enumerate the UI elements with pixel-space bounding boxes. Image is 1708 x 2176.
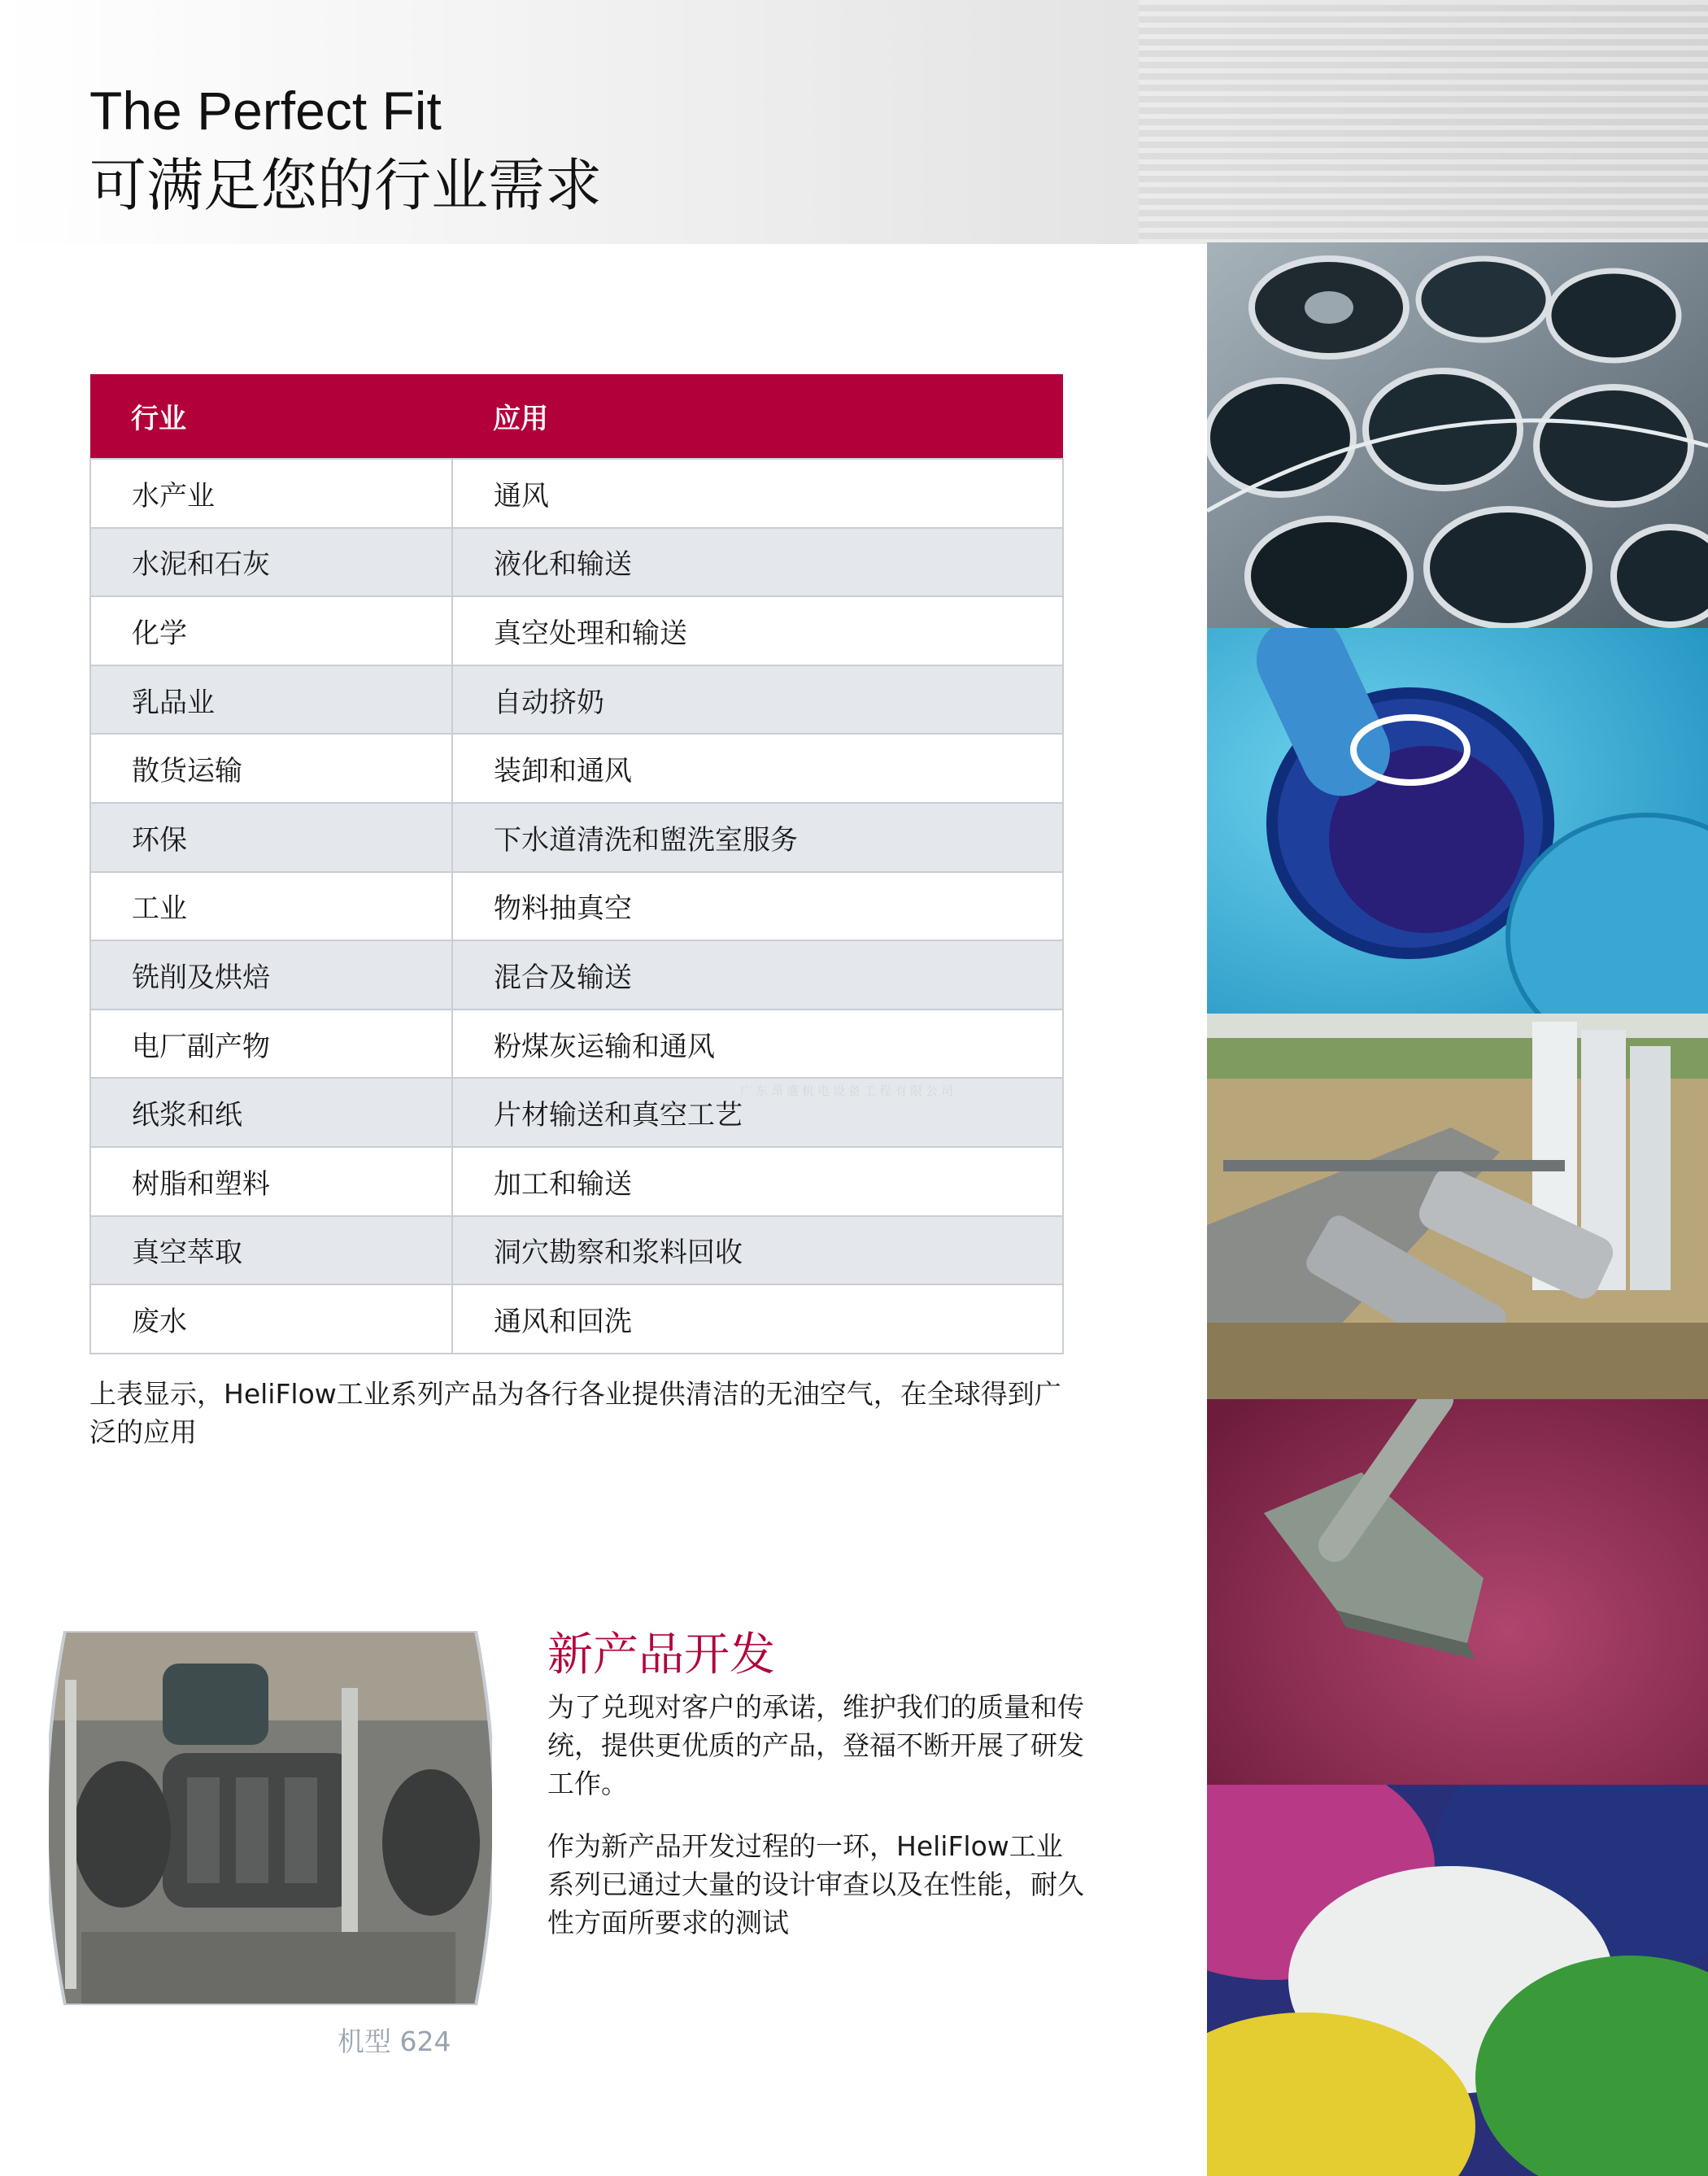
table-row xyxy=(90,803,1063,872)
machine-caption: 机型 624 xyxy=(338,2026,451,2057)
industry-cell: 水泥和石灰 xyxy=(90,528,452,597)
table-row xyxy=(90,528,1063,597)
industry-cell: 乳品业 xyxy=(90,665,452,735)
table-row xyxy=(90,872,1063,941)
industry-cell: 真空萃取 xyxy=(90,1216,452,1285)
industry-application-table xyxy=(89,374,1064,1354)
aeration-pool-photo xyxy=(1207,628,1708,1014)
application-cell: 通风 xyxy=(452,459,1063,528)
table-header-industry: 行业 xyxy=(131,403,186,435)
table-row xyxy=(90,1147,1063,1216)
application-cell: 自动挤奶 xyxy=(452,665,1063,735)
application-cell: 粉煤灰运输和通风 xyxy=(452,1010,1063,1079)
table-row xyxy=(90,1216,1063,1285)
page-title-cn: 可满足您的行业需求 xyxy=(89,152,602,219)
industry-cell: 水产业 xyxy=(90,459,452,528)
industry-cell: 散货运输 xyxy=(90,734,452,803)
industry-cell: 纸浆和纸 xyxy=(90,1078,452,1147)
new-product-paragraph-1: 为了兑现对客户的承诺，维护我们的质量和传统，提供更优质的产品，登福不断开展了研发工作。 xyxy=(547,1691,1084,1799)
industry-cell: 树脂和塑料 xyxy=(90,1147,452,1216)
application-cell: 通风和回洗 xyxy=(452,1284,1063,1354)
application-cell: 液化和输送 xyxy=(452,528,1063,597)
plastic-pellets-photo xyxy=(1207,1785,1708,2176)
table-row xyxy=(90,459,1063,528)
table-note: 上表显示，HeliFlow工业系列产品为各行各业提供清洁的无油空气，在全球得到广泛的应用 xyxy=(89,1378,1061,1448)
industry-cell: 铣削及烘焙 xyxy=(90,940,452,1010)
carpet-cleaning-photo xyxy=(1207,1399,1708,1785)
page-title-en: The Perfect Fit xyxy=(89,81,442,141)
application-cell: 洞穴勘察和浆料回收 xyxy=(452,1216,1063,1285)
table-row xyxy=(90,596,1063,665)
table-header-application: 应用 xyxy=(493,403,548,435)
application-cell: 下水道清洗和盥洗室服务 xyxy=(452,803,1063,872)
water-treatment-photo xyxy=(1207,242,1708,628)
industrial-plant-photo xyxy=(1207,1014,1708,1399)
industry-cell: 化学 xyxy=(90,596,452,665)
application-cell: 混合及输送 xyxy=(452,940,1063,1010)
new-product-paragraph-2: 作为新产品开发过程的一环，HeliFlow工业系列已通过大量的设计审查以及在性能，耐久性方面所要求的测试 xyxy=(547,1830,1084,1938)
application-cell: 物料抽真空 xyxy=(452,872,1063,941)
watermark: 广东昂盛机电设备工程有限公司 xyxy=(740,1084,957,1098)
application-cell: 装卸和通风 xyxy=(452,734,1063,803)
application-cell: 片材输送和真空工艺 xyxy=(452,1078,1063,1147)
table-row xyxy=(90,665,1063,735)
table-row xyxy=(90,940,1063,1010)
table-header-row xyxy=(90,374,1063,459)
industry-cell: 环保 xyxy=(90,803,452,872)
industry-cell: 工业 xyxy=(90,872,452,941)
table-row xyxy=(90,1284,1063,1354)
industry-cell: 电厂副产物 xyxy=(90,1010,452,1079)
industry-cell: 废水 xyxy=(90,1284,452,1354)
table-row xyxy=(90,1010,1063,1079)
machine-624-photo xyxy=(49,1631,492,2005)
new-product-title: 新产品开发 xyxy=(547,1629,775,1681)
table-row xyxy=(90,734,1063,803)
application-cell: 真空处理和输送 xyxy=(452,596,1063,665)
application-cell: 加工和输送 xyxy=(452,1147,1063,1216)
